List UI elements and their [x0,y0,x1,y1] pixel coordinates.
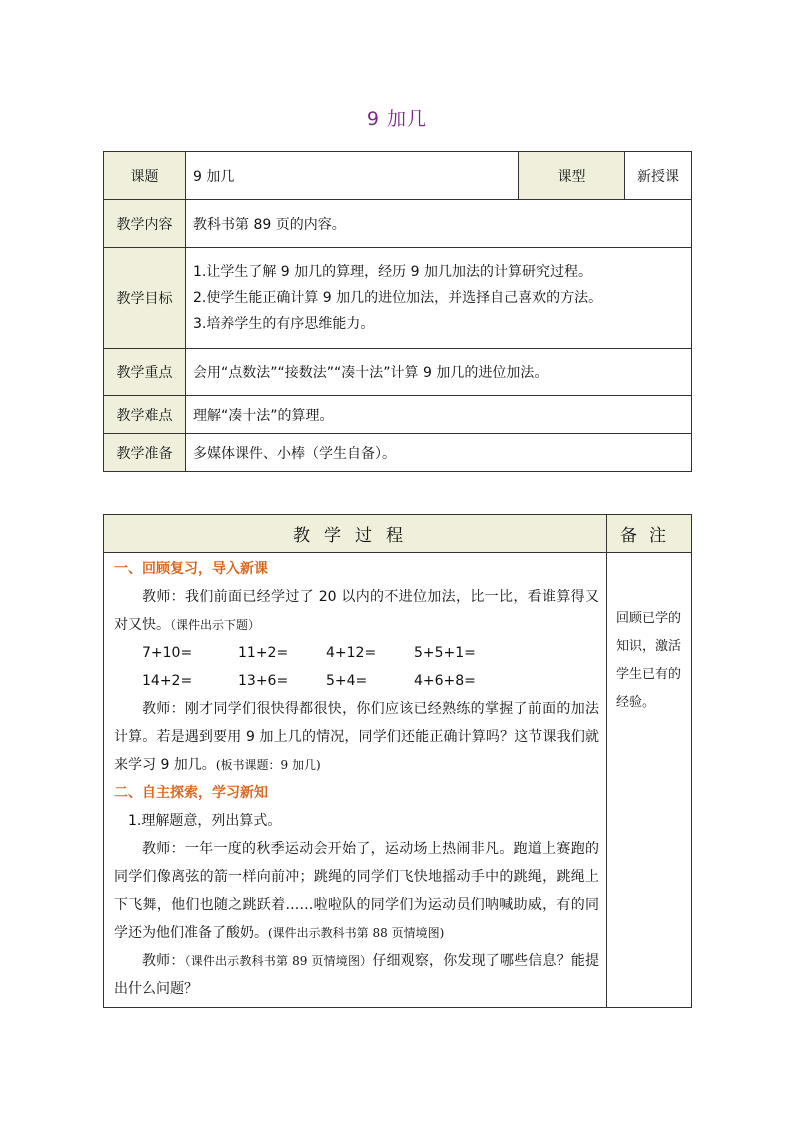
topic-label: 课题 [104,152,186,200]
goal-item: 3.培养学生的有序思维能力。 [193,316,375,332]
teaching-process-table [103,514,692,1008]
paragraph [114,947,599,1003]
exercise-item: 4+12= [326,645,377,661]
goals-label: 教学目标 [104,248,186,349]
process-body [104,553,607,1008]
exercise-item: 5+4= [326,673,368,689]
paragraph-text: 教师：一年一度的秋季运动会开始了，运动场上热闹非凡。跑道上赛跑的同学们像离弦的箭一样向前冲；跳绳的同学们飞快地摇动手中的跳绳，跳绳上下飞舞，他们也随之跳跃着……啦啦队的同学们为运动员们呐喊助威，有的同学还为他们准备了酸奶。 [114,841,599,941]
content-label: 教学内容 [104,200,186,248]
paragraph-note: （课件出示教科书第 89 页情境图） [184,954,373,968]
subsection-title: 1.理解题意，列出算式。 [128,813,282,829]
type-label: 课型 [519,152,625,200]
exercise-row [114,667,599,695]
paragraph-note: (板书课题：9 加几) [215,758,321,772]
prep-value: 多媒体课件、小棒（学生自备）。 [186,434,692,472]
type-value: 新授课 [625,152,692,200]
exercise-item: 4+6+8= [414,673,476,689]
paragraph-text: 仔细观察，你发现了哪些信息？能提出什么问题？ [114,953,600,997]
content-value: 教科书第 89 页的内容。 [186,200,692,248]
goal-item: 2.使学生能正确计算 9 加几的进位加法，并选择自己喜欢的方法。 [193,290,603,306]
difficulty-value: 理解“凑十法”的算理。 [186,396,692,434]
exercise-item: 7+10= [142,645,193,661]
paragraph [114,695,599,779]
exercise-item: 11+2= [238,645,289,661]
paragraph-note: (课件出示教科书第 88 页情境图) [268,926,445,940]
paragraph-text: 教师：我们前面已经学过了 20 以内的不进位加法，比一比，看谁算得又对又快。 [114,589,599,633]
notes-header: 备注 [607,515,692,553]
exercise-row [114,639,599,667]
exercise-item: 14+2= [142,673,193,689]
lesson-info-table [103,151,692,472]
difficulty-label: 教学难点 [104,396,186,434]
exercise-item: 5+5+1= [414,645,476,661]
notes-text: 回顾已学的知识，激活学生已有的经验。 [607,553,692,1008]
paragraph [114,835,599,947]
process-header: 教学过程 [104,515,607,553]
paragraph-text: 教师：刚才同学们很快得都很快，你们应该已经熟练的掌握了前面的加法计算。若是遇到要用 9 加上几的情况，同学们还能正确计算吗？这节课我们就来学习 9 加几。 [114,701,599,773]
paragraph [114,583,599,639]
paragraph-note: （课件出示下题） [170,618,261,632]
page-title: 9 加几 [366,108,428,130]
goals-cell [186,248,692,349]
prep-label: 教学准备 [104,434,186,472]
goal-item: 1.让学生了解 9 加几的算理，经历 9 加几加法的计算研究过程。 [193,264,592,280]
section-title: 二、自主探索，学习新知 [114,785,268,801]
key-point-label: 教学重点 [104,349,186,396]
topic-value: 9 加几 [186,152,519,200]
section-title: 一、回顾复习，导入新课 [114,561,268,577]
paragraph-text: 教师： [142,953,185,969]
exercise-item: 13+6= [238,673,289,689]
key-point-value: 会用“点数法”“接数法”“凑十法”计算 9 加几的进位加法。 [186,349,692,396]
